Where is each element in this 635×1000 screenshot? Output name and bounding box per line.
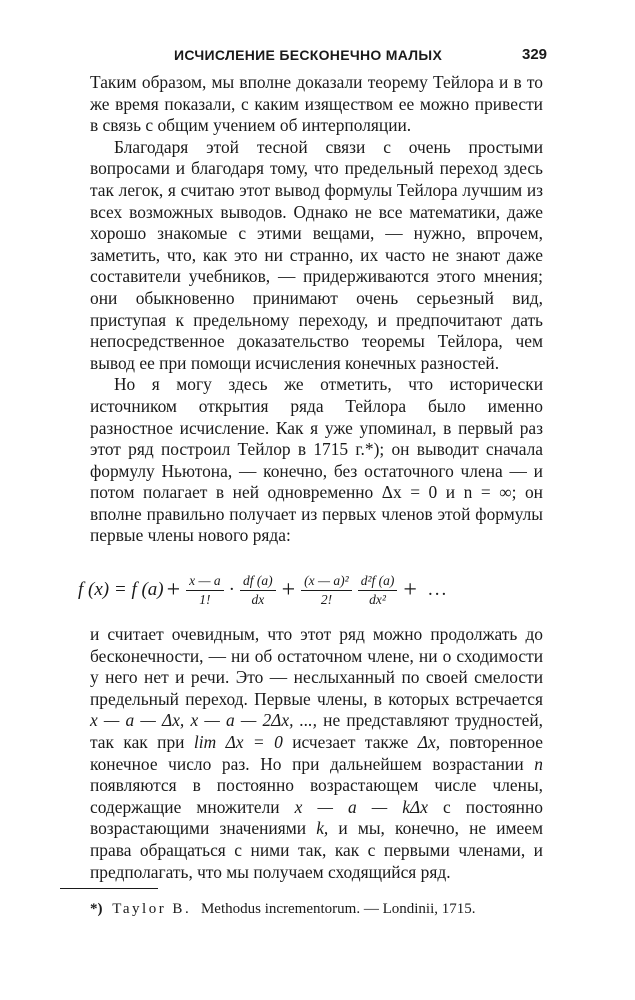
p4-text-a: и считает очевидным, что этот ряд можно продолжать до бесконечности, — ни об остаточном члене, ни о сходимости у него нет и речи. Это — неслыханный по своей смелости предельный переход. Первые члены, в которых встречается	[90, 624, 543, 709]
p4-math-n: n	[534, 753, 543, 774]
p4-text-m: и мы, конечно, не имеем права обращаться с ними так, как с первыми членами, и предполагать, что мы получаем сходящийся ряд.	[90, 818, 544, 882]
p4-text-c: не представляют трудностей, так как при	[90, 710, 543, 752]
fraction-4-numerator: d²f (a)	[358, 573, 398, 591]
p4-text-k: с постоянно возрастающими значениями	[90, 796, 543, 839]
formula-dot: ·	[228, 579, 235, 600]
formula-fraction-2	[240, 573, 276, 608]
paragraph-3: Но я могу здесь же отметить, что исторически источником открытия ряда Тейлора было именно разностное исчисление. Как я уже упоминал, в первый раз этот ряд построил Тейлор в 1715 г.*); он выводит сначала формулу Ньютона, — конечно, без остаточного члена — и потом полагает в ней одновременно Δx = 0 и n = ∞; он вполне правильно получает из первых членов этой формулы первые члены нового ряда:	[90, 374, 543, 546]
fraction-4-denominator: dx²	[369, 591, 386, 607]
page-header	[0, 44, 635, 68]
footnote-marker: *)	[90, 901, 103, 917]
p4-text-i: появляются в постоянно возрастающем числе члены, содержащие множители	[90, 775, 543, 817]
paragraph-1: Таким образом, мы вполне доказали теорему Тейлора и в то же время показали, с каким изяществом ее можно привести в связь с общим учением об интерполяции.	[90, 72, 543, 136]
footnote-author: Taylor B.	[112, 901, 192, 917]
p4-math-dx: Δx,	[417, 731, 441, 752]
formula-ellipsis: ...	[427, 579, 449, 600]
formula-lhs: f (x) = f (a)	[78, 579, 164, 600]
footnote-divider	[60, 888, 158, 889]
fraction-1-denominator: 1!	[199, 591, 211, 607]
formula-fraction-1	[186, 573, 224, 608]
p4-text-g: повторенное конечное число раз. Но при дальнейшем возрастании	[90, 731, 544, 774]
body-text-upper	[90, 72, 543, 547]
page-number: 329	[522, 46, 548, 63]
paragraph-4	[90, 624, 543, 883]
paragraph-2: Благодаря этой тесной связи с очень простыми вопросами и благодаря тому, что предельный переход здесь так легок, я считаю этот вывод формулы Тейлора лучшим из всех возможных выводов. Однако не все математики, даже хорошо знакомые с этими вещами, — нужно, впрочем, заметить, что, как это ни странно, их часто не знают даже составители учебников, — придерживаются этого мнения; они обыкновенно принимают очень серьезный вид, приступая к предельному переходу, и предпочитают дать непосредственное доказательство теоремы Тейлора, чем вывод ее при помощи исчисления конечных разностей.	[90, 136, 543, 373]
footnote-text: Methodus incrementorum. — Londinii, 1715.	[200, 901, 476, 917]
footnote	[90, 900, 550, 918]
fraction-2-numerator: df (a)	[240, 573, 276, 591]
fraction-3-denominator: 2!	[320, 591, 333, 607]
running-title: ИСЧИСЛЕНИЕ БЕСКОНЕЧНО МАЛЫХ	[174, 47, 443, 63]
fraction-1-numerator: x — a	[186, 573, 224, 591]
p4-text-e: исчезает также	[282, 731, 418, 752]
fraction-2-denominator: dx	[251, 591, 265, 607]
formula-plus-2: +	[281, 576, 296, 603]
fraction-3-numerator: (x — a)²	[301, 573, 352, 591]
formula-plus-1: +	[166, 576, 181, 603]
p4-math-factor: x — a — kΔx	[294, 796, 428, 817]
body-text-lower	[90, 624, 543, 883]
formula-plus-3: +	[403, 576, 417, 603]
p4-math-limit: lim Δx = 0	[193, 731, 283, 752]
formula-fraction-4	[358, 573, 398, 608]
p4-math-terms: x — a — Δx, x — a — 2Δx, ...,	[90, 710, 317, 731]
taylor-formula	[78, 562, 558, 618]
p4-math-k: k,	[316, 818, 329, 839]
formula-fraction-3	[301, 573, 352, 608]
